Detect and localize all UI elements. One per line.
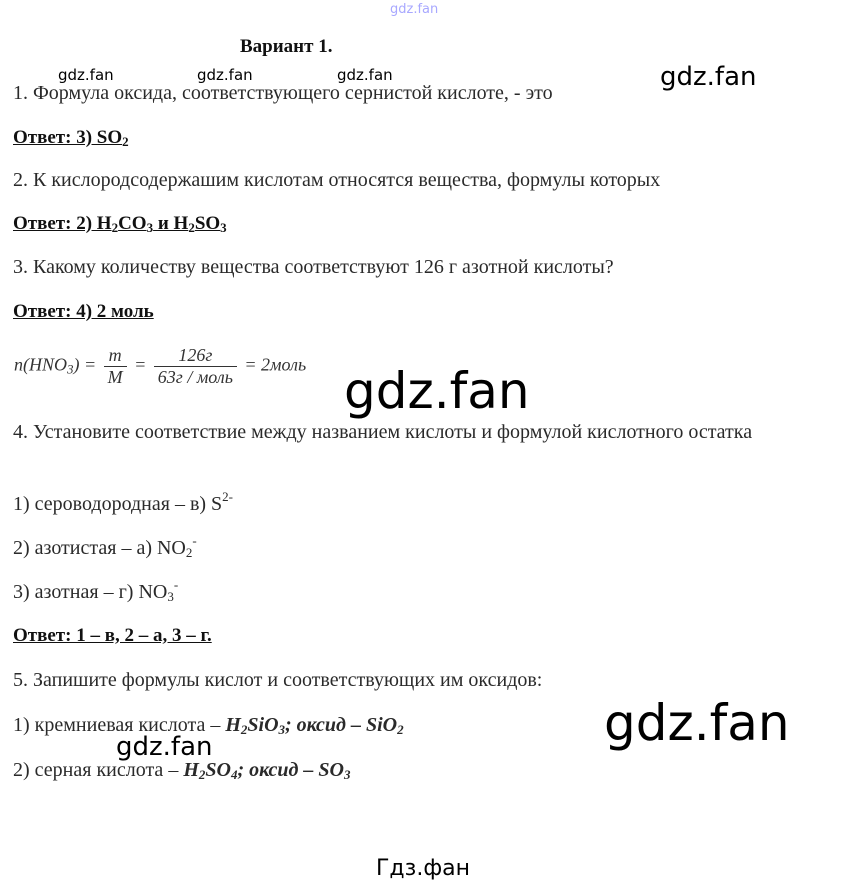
answer-1: Ответ: 3) $SO_2$	[13, 127, 129, 149]
watermark-small-1: gdz.fan	[58, 66, 114, 84]
answer-3: Ответ: 4) 2 моль	[13, 301, 154, 322]
watermark-small-2: gdz.fan	[197, 66, 253, 84]
molar-formula: $n(HNO_3)$ = $\frac{m}{M}$ = $\frac{126г}{\text{63г / моль}}$ = 2моль	[14, 345, 307, 387]
watermark-medium-left: gdz.fan	[116, 732, 213, 762]
page-title: Вариант 1.	[240, 36, 333, 57]
answer-4: Ответ: 1 – в, 2 – а, 3 – г.	[13, 625, 212, 646]
watermark-bottom: Гдз.фан	[376, 856, 470, 881]
question-4: 4. Установите соответствие между названием кислоты и формулой кислотного остатка	[13, 421, 753, 443]
watermark-top: gdz.fan	[390, 2, 439, 17]
q4-item-1: 1) сероводородная – в) $S^{2-}$	[13, 489, 234, 515]
watermark-medium-right: gdz.fan	[660, 62, 757, 92]
question-1: 1. Формула оксида, соответствующего сернистой кислоте, - это	[13, 82, 553, 104]
question-3: 3. Какому количеству вещества соответствуют 126 г азотной кислоты?	[13, 256, 614, 278]
q5-line-2: 2) серная кислота – $H_2SO_4$; оксид – $SO_3$	[13, 759, 351, 782]
watermark-small-3: gdz.fan	[337, 66, 393, 84]
fraction-m-over-M: $\frac{m}{M}$	[104, 345, 127, 388]
q4-item-2: 2) азотистая – а) $NO_2^-$	[13, 533, 197, 560]
watermark-large-right: gdz.fan	[604, 694, 790, 752]
q5-line-1: 1) кремниевая кислота – $H_2SiO_3$; оксид – SiO$_2$	[13, 714, 404, 737]
fraction-mass-over-molar: $\frac{126г}{\text{63г / моль}}$	[154, 345, 237, 388]
answer-2: Ответ: 2) $H_2CO_3$ и $H_2SO_3$	[13, 213, 227, 235]
watermark-large-center: gdz.fan	[344, 362, 530, 420]
question-2: 2. К кислородсодержашим кислотам относятся вещества, формулы которых	[13, 169, 661, 191]
q4-item-3: 3) азотная – г) $NO_3^-$	[13, 577, 179, 604]
question-5: 5. Запишите формулы кислот и соответствующих им оксидов:	[13, 669, 543, 691]
